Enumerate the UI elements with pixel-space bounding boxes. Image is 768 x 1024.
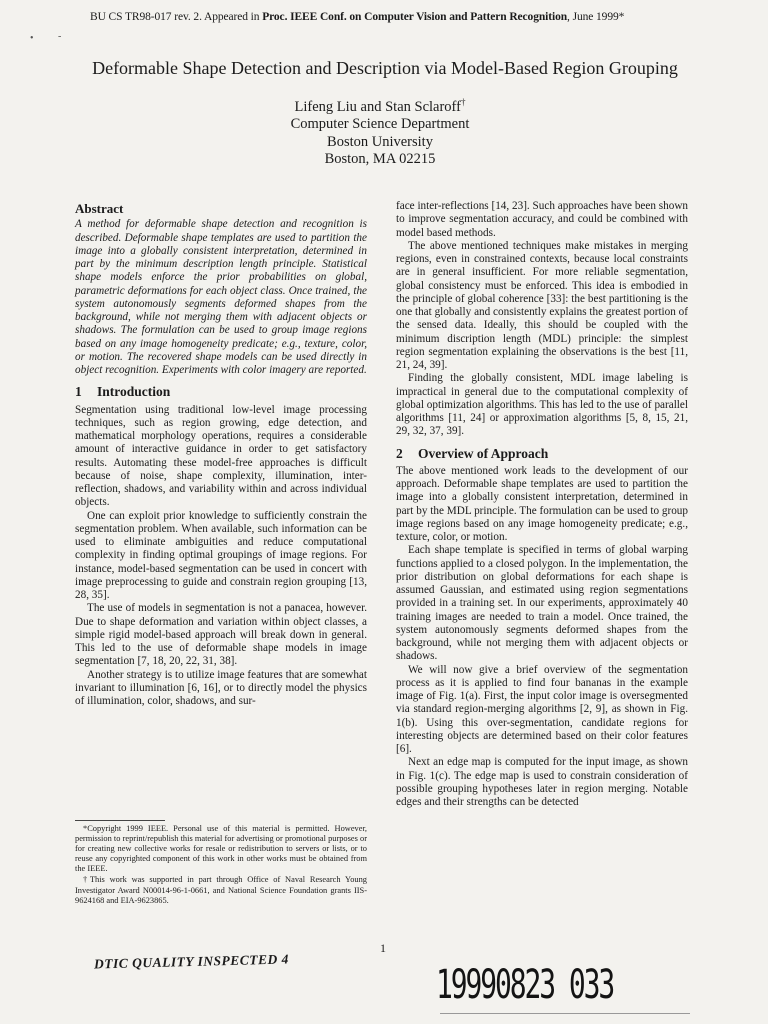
paragraph: face inter-reflections [14, 23]. Such approaches have been shown to improve segmentation accuracy, and could be combined with model based methods. (396, 200, 688, 239)
footnote-copyright: *Copyright 1999 IEEE. Personal use of this material is permitted. However, permission to reprint/republish this material for advertising or promotional purposes or for creating new collective works for resale or redistribution to servers or lists, or to reuse any copyrighted component of this work in other works must be obtained from the IEEE. (75, 824, 367, 874)
author-block (230, 94, 530, 169)
venue-name: Proc. IEEE Conf. on Computer Vision and Pattern Recognition (262, 11, 568, 23)
page-number: 1 (380, 941, 386, 955)
paragraph: Finding the globally consistent, MDL image labeling is impractical in general due to the computational complexity of global optimization algorithms. This has led to the use of parallel algorithms [11, 24] or approximation algorithms [5, 8, 15, 21, 29, 32, 37, 39]. (396, 372, 688, 438)
section-heading-overview: 2 Overview of Approach (396, 445, 549, 461)
publication-header: BU CS TR98-017 rev. 2. Appeared in Proc. IEEE Conf. on Computer Vision and Pattern Recognition, June 1999* (90, 11, 625, 23)
accession-number: 19990823 033 (436, 962, 614, 1008)
abstract-text: A method for deformable shape detection and recognition is described. Deformable shape templates are used to partition the image into a globally consistent interpretation, determined in part by the minimum description length principle. Statistical shape models enforce the prior probabilities on global, parametric deformations for each object class. Once trained, the system autonomously segments deformed shapes from the background, while not merging them with adjacent objects or shadows. The formulation can be used to group image regions based on any image homogeneity predicate; e.g., texture, color, or motion. The recovered shape models can be used directly in object recognition. Experiments with color imagery are reported. (75, 218, 367, 376)
paper-title: Deformable Shape Detection and Description via Model-Based Region Grouping (92, 58, 678, 78)
section-heading-introduction: 1 Introduction (75, 384, 171, 400)
paragraph: Segmentation using traditional low-level image processing techniques, such as region growing, edge detection, and mathematical morphology operations, requires a considerable amount of interactive guidance in order to get satisfactory results. Automating these model-free approaches is difficult because of noise, shape complexity, illumination, inter-reflection, shadows, and variability within and across individual objects. (75, 403, 367, 509)
author-names: Lifeng Liu and Stan Sclaroff† (294, 97, 466, 115)
right-column (396, 200, 688, 809)
scan-speck: - (58, 31, 62, 42)
footnote-funding: †This work was supported in part through Office of Naval Research Young Investigator Award N00014-96-1-0661, and National Science Foundation grants IIS-9624168 and EIA-9623865. (75, 875, 367, 905)
bottom-divider (440, 1013, 690, 1014)
paragraph: The use of models in segmentation is not a panacea, however. Due to shape deformation and variation within object classes, a simple rigid model-based approach will break down in general. This led to the use of deformable shape models in image segmentation [7, 18, 20, 22, 31, 38]. (75, 602, 367, 668)
paragraph: The above mentioned techniques make mistakes in merging regions, even in constrained contexts, because local constraints are in general insufficient. For more reliable segmentation, global consistency must be enforced. This idea is embodied in the principle of global coherence [33]: the best partitioning is the one that globally and consistently explains the greatest portion of the sensed data. Ideally, this should be coupled with the minimum discription length (MDL) principle: the simplest region segmentation explaining the observations is the best [11, 21, 24, 39]. (396, 239, 688, 371)
paragraph: The above mentioned work leads to the development of our approach. Deformable shape templates are used to partition the image into a globally consistent interpretation, determined in part by the MDL principle. The formulation can be used to group image regions based on any image homogeneity predicate; e.g., texture, color, or motion. (396, 464, 688, 543)
paragraph: Another strategy is to utilize image features that are somewhat invariant to illumination [6, 16], or to directly model the physics of illumination, color, shadows, and sur- (75, 668, 367, 707)
paragraph: We will now give a brief overview of the segmentation process as it is applied to find four bananas in the example image of Fig. 1(a). First, the input color image is oversegmented via standard region-merging algorithms [2, 9], as shown in Fig. 1(b). Using this over-segmentation, candidate regions for interesting objects are determined based on their color features [6]. (396, 663, 688, 755)
author-university: Boston University (327, 133, 433, 150)
paragraph: One can exploit prior knowledge to sufficiently constrain the segmentation problem. When available, such information can be used to eliminate ambiguities and reduce computational complexity in finding optimal groupings of image regions. For instance, model-based segmentation can be used in concert with image preprocessing to guide and constrain region grouping [13, 28, 35]. (75, 509, 367, 601)
paragraph: Next an edge map is computed for the input image, as shown in Fig. 1(c). The edge map is used to constrain consideration of possible grouping hypotheses later in region merging. Notable edges and their strengths can be detected (396, 756, 688, 808)
author-department: Computer Science Department (290, 116, 470, 133)
scan-speck: • (30, 33, 34, 44)
footnotes (75, 820, 367, 907)
abstract-heading: Abstract (75, 201, 124, 216)
dtic-quality-stamp: DTIC QUALITY INSPECTED 4 (93, 951, 290, 972)
paragraph: Each shape template is specified in terms of global warping functions applied to a closed polygon. In the implementation, the prior distribution on global deformations for each shape is assumed Gaussian, and estimated using region segmentations provided in a training set. In our experiments, approximately 40 training images are needed to train a model. Once trained, the system autonomously segments deformed shapes from the background, while not merging them with adjacent objects or shadows. (396, 544, 688, 663)
footnote-rule (75, 820, 165, 821)
left-column (75, 200, 367, 708)
author-city: Boston, MA 02215 (324, 151, 436, 168)
